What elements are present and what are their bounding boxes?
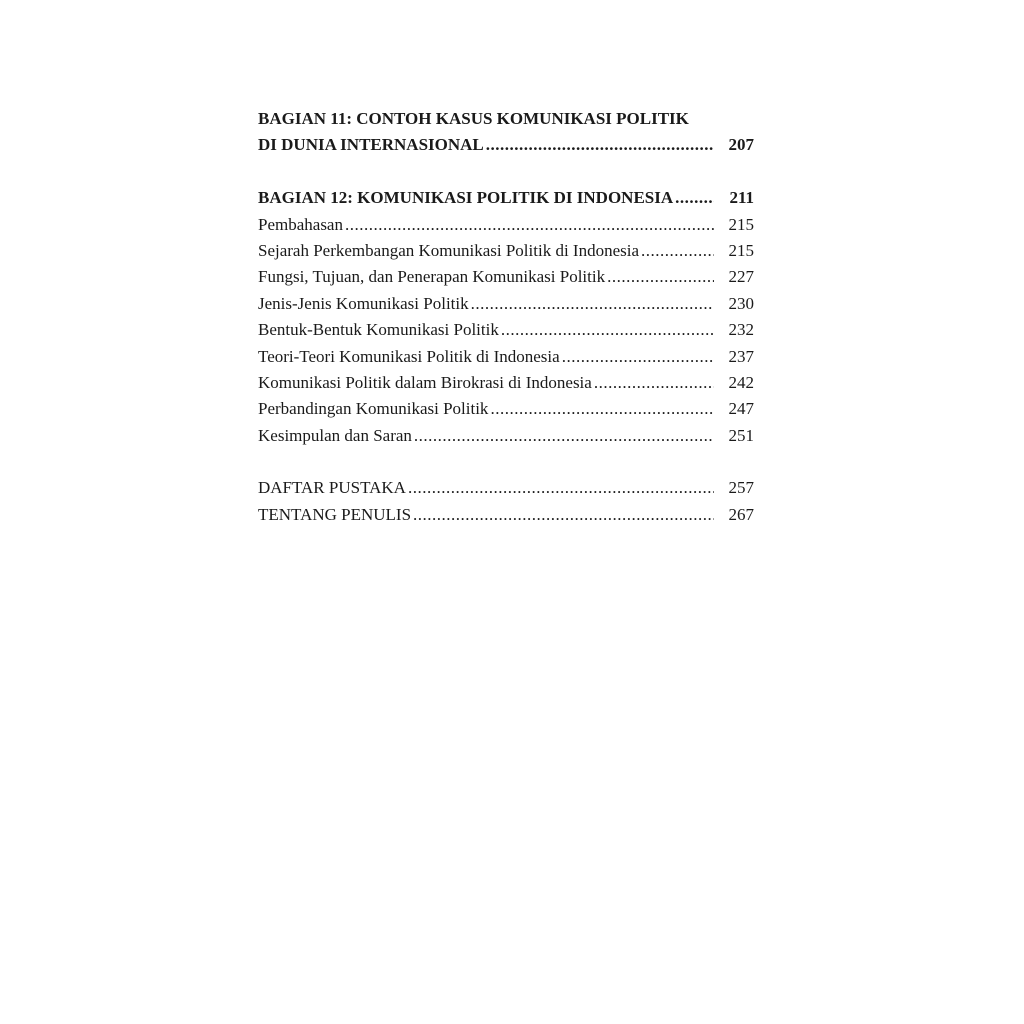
page-number: 230 [728, 293, 754, 313]
toc-part-11-heading-line-1: BAGIAN 11: CONTOH KASUS KOMUNIKASI POLITIK [258, 109, 689, 128]
page-number: 232 [728, 320, 754, 340]
toc-entry-title: Sejarah Perkembangan Komunikasi Politik di Indonesia [258, 240, 640, 260]
toc-entry[interactable] [258, 344, 754, 370]
table-of-contents [258, 106, 754, 528]
dot-leader [408, 475, 714, 501]
page-number: 257 [728, 478, 754, 498]
page-number: 251 [728, 425, 754, 445]
dot-leader [501, 317, 714, 343]
toc-entry[interactable] [258, 370, 754, 396]
toc-entry-title: Bentuk-Bentuk Komunikasi Politik [258, 320, 499, 340]
dot-leader [562, 344, 714, 370]
toc-entry[interactable] [258, 396, 754, 422]
toc-entry-title: Teori-Teori Komunikasi Politik di Indonesia [258, 346, 560, 366]
toc-entry[interactable] [258, 291, 754, 317]
toc-entry-title: Jenis-Jenis Komunikasi Politik [258, 293, 469, 313]
page-number: 215 [728, 214, 754, 234]
dot-leader [414, 423, 714, 449]
toc-entry-title: Kesimpulan dan Saran [258, 425, 412, 445]
section-spacer [258, 159, 754, 185]
toc-entry[interactable] [258, 264, 754, 290]
page-number: 211 [729, 188, 754, 208]
toc-entry-title: Perbandingan Komunikasi Politik [258, 399, 489, 419]
section-spacer [258, 449, 754, 475]
dot-leader [471, 291, 714, 317]
page-number: 227 [728, 267, 754, 287]
toc-part-11-heading-line-2: DI DUNIA INTERNASIONAL [258, 135, 484, 155]
toc-part-12-entry[interactable] [258, 185, 754, 211]
toc-entry[interactable] [258, 423, 754, 449]
dot-leader [486, 132, 714, 158]
page-number: 247 [728, 399, 754, 419]
dot-leader [345, 212, 714, 238]
dot-leader [490, 396, 714, 422]
toc-back-matter-entry[interactable] [258, 502, 754, 528]
page-number: 242 [728, 372, 754, 392]
dot-leader [675, 185, 714, 211]
toc-entry-title: TENTANG PENULIS [258, 504, 412, 524]
toc-entry[interactable] [258, 317, 754, 343]
page-number: 215 [728, 240, 754, 260]
dot-leader [594, 370, 714, 396]
toc-entry-title: Komunikasi Politik dalam Birokrasi di Indonesia [258, 372, 592, 392]
toc-part-12-heading: BAGIAN 12: KOMUNIKASI POLITIK DI INDONESIA [258, 188, 674, 208]
page-number: 207 [728, 135, 754, 155]
toc-entry[interactable] [258, 238, 754, 264]
toc-entry-title: DAFTAR PUSTAKA [258, 478, 406, 498]
page-number: 237 [728, 346, 754, 366]
toc-entry[interactable] [258, 212, 754, 238]
toc-entry-title: Pembahasan [258, 214, 343, 234]
dot-leader [641, 238, 714, 264]
toc-back-matter-entry[interactable] [258, 475, 754, 501]
toc-entry-title: Fungsi, Tujuan, dan Penerapan Komunikasi Politik [258, 267, 606, 287]
dot-leader [607, 264, 714, 290]
toc-part-11-entry[interactable] [258, 132, 754, 158]
page-number: 267 [728, 504, 754, 524]
dot-leader [413, 502, 714, 528]
